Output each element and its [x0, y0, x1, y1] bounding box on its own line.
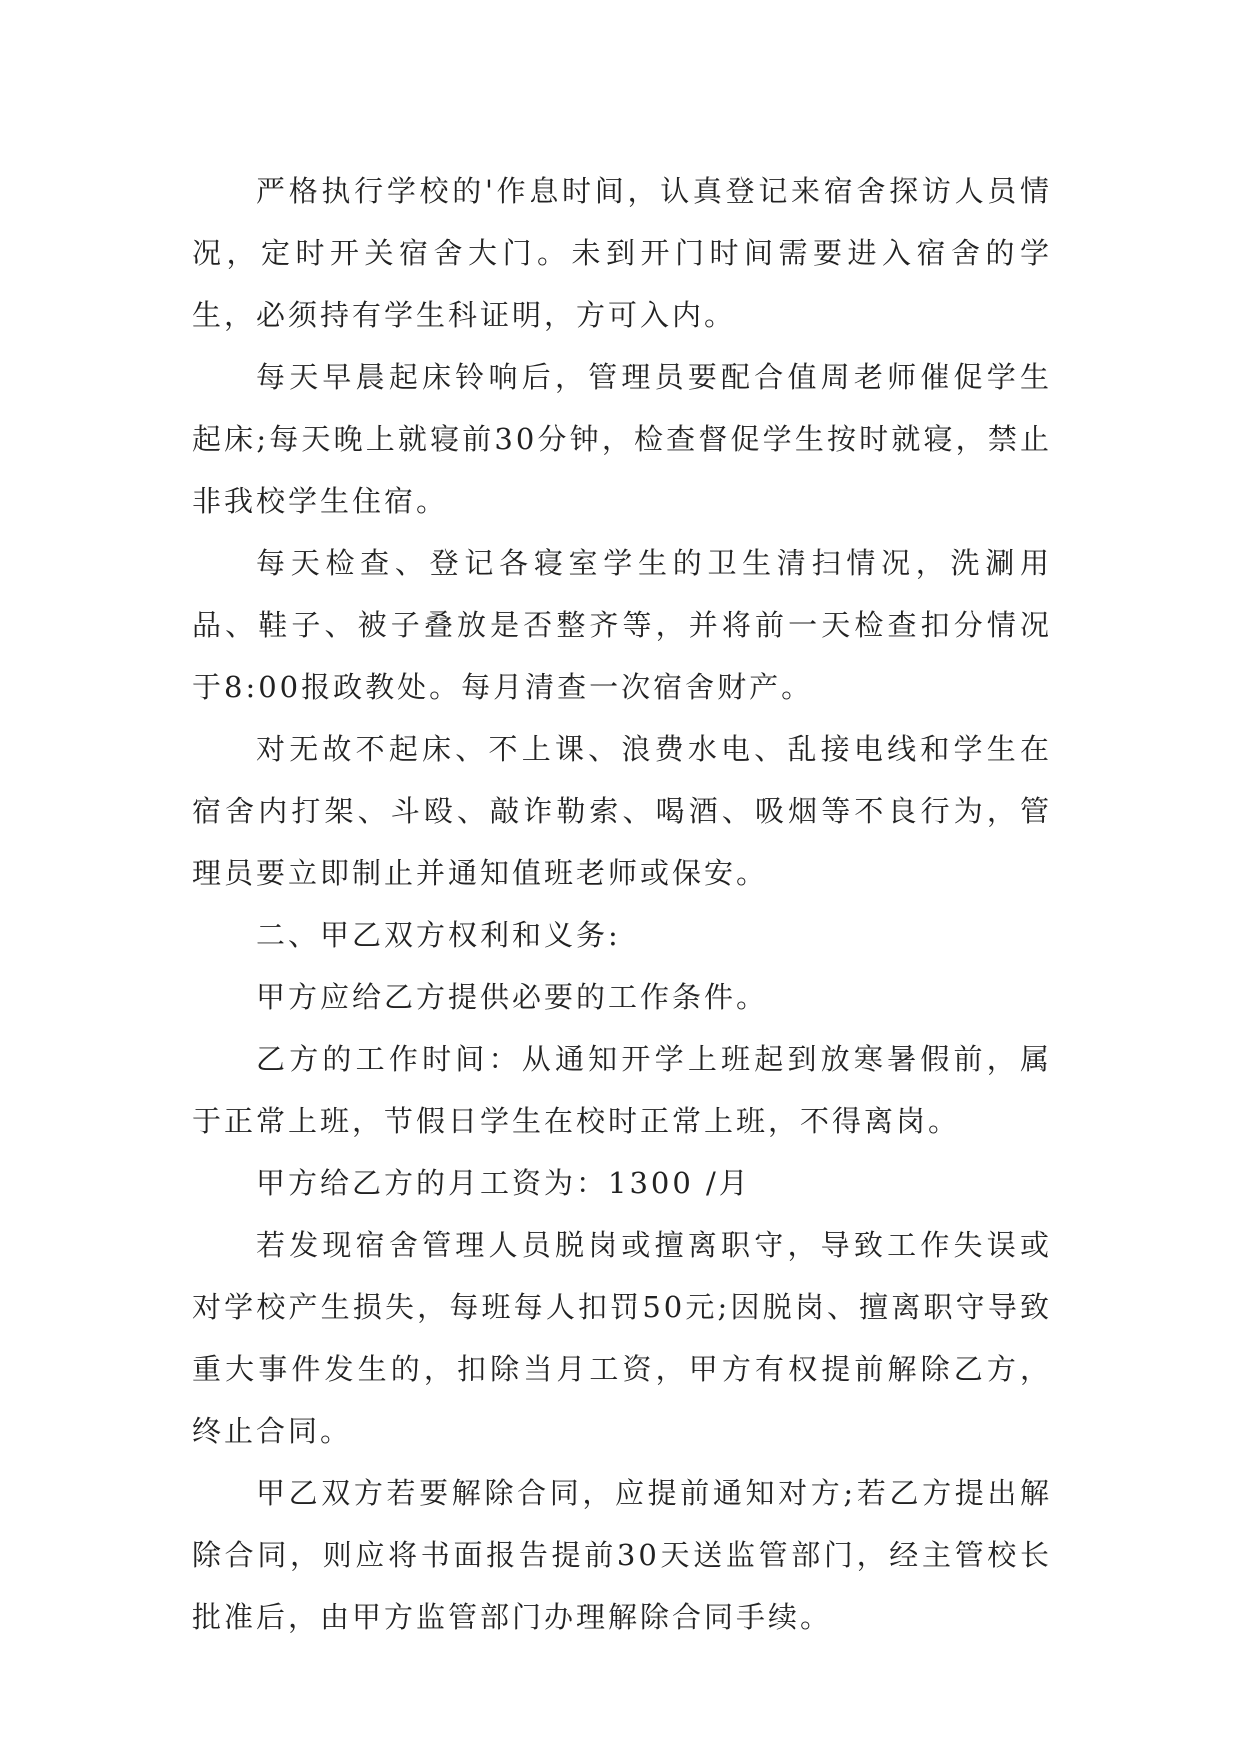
- paragraph-schedule: 严格执行学校的'作息时间，认真登记来宿舍探访人员情况，定时开关宿舍大门。未到开门时间需要进入宿舍的学生，必须持有学生科证明，方可入内。: [192, 174, 1052, 332]
- paragraph-inspection: 每天检查、登记各寝室学生的卫生清扫情况，洗涮用品、鞋子、被子叠放是否整齐等，并将前一天检查扣分情况于8:00报政教处。每月清查一次宿舍财产。: [192, 546, 1052, 704]
- paragraph-penalty: 若发现宿舍管理人员脱岗或擅离职守，导致工作失误或对学校产生损失，每班每人扣罚50元;因脱岗、擅离职守导致重大事件发生的，扣除当月工资，甲方有权提前解除乙方，终止合同。: [192, 1228, 1052, 1448]
- document-body: [192, 160, 1052, 1648]
- paragraph-conditions: 甲方应给乙方提供必要的工作条件。: [256, 980, 769, 1014]
- section-heading-rights: 二、甲乙双方权利和义务:: [256, 918, 621, 952]
- paragraph-misconduct: 对无故不起床、不上课、浪费水电、乱接电线和学生在宿舍内打架、斗殴、敲诈勒索、喝酒、吸烟等不良行为，管理员要立即制止并通知值班老师或保安。: [192, 732, 1052, 890]
- paragraph-working-hours: 乙方的工作时间：从通知开学上班起到放寒暑假前，属于正常上班，节假日学生在校时正常上班，不得离岗。: [192, 1042, 1052, 1138]
- paragraph-wakeup: 每天早晨起床铃响后，管理员要配合值周老师催促学生起床;每天晚上就寝前30分钟，检查督促学生按时就寝，禁止非我校学生住宿。: [192, 360, 1052, 518]
- paragraph-salary: 甲方给乙方的月工资为：1300 /月: [256, 1166, 751, 1200]
- paragraph-termination: 甲乙双方若要解除合同，应提前通知对方;若乙方提出解除合同，则应将书面报告提前30天送监管部门，经主管校长批准后，由甲方监管部门办理解除合同手续。: [192, 1476, 1052, 1634]
